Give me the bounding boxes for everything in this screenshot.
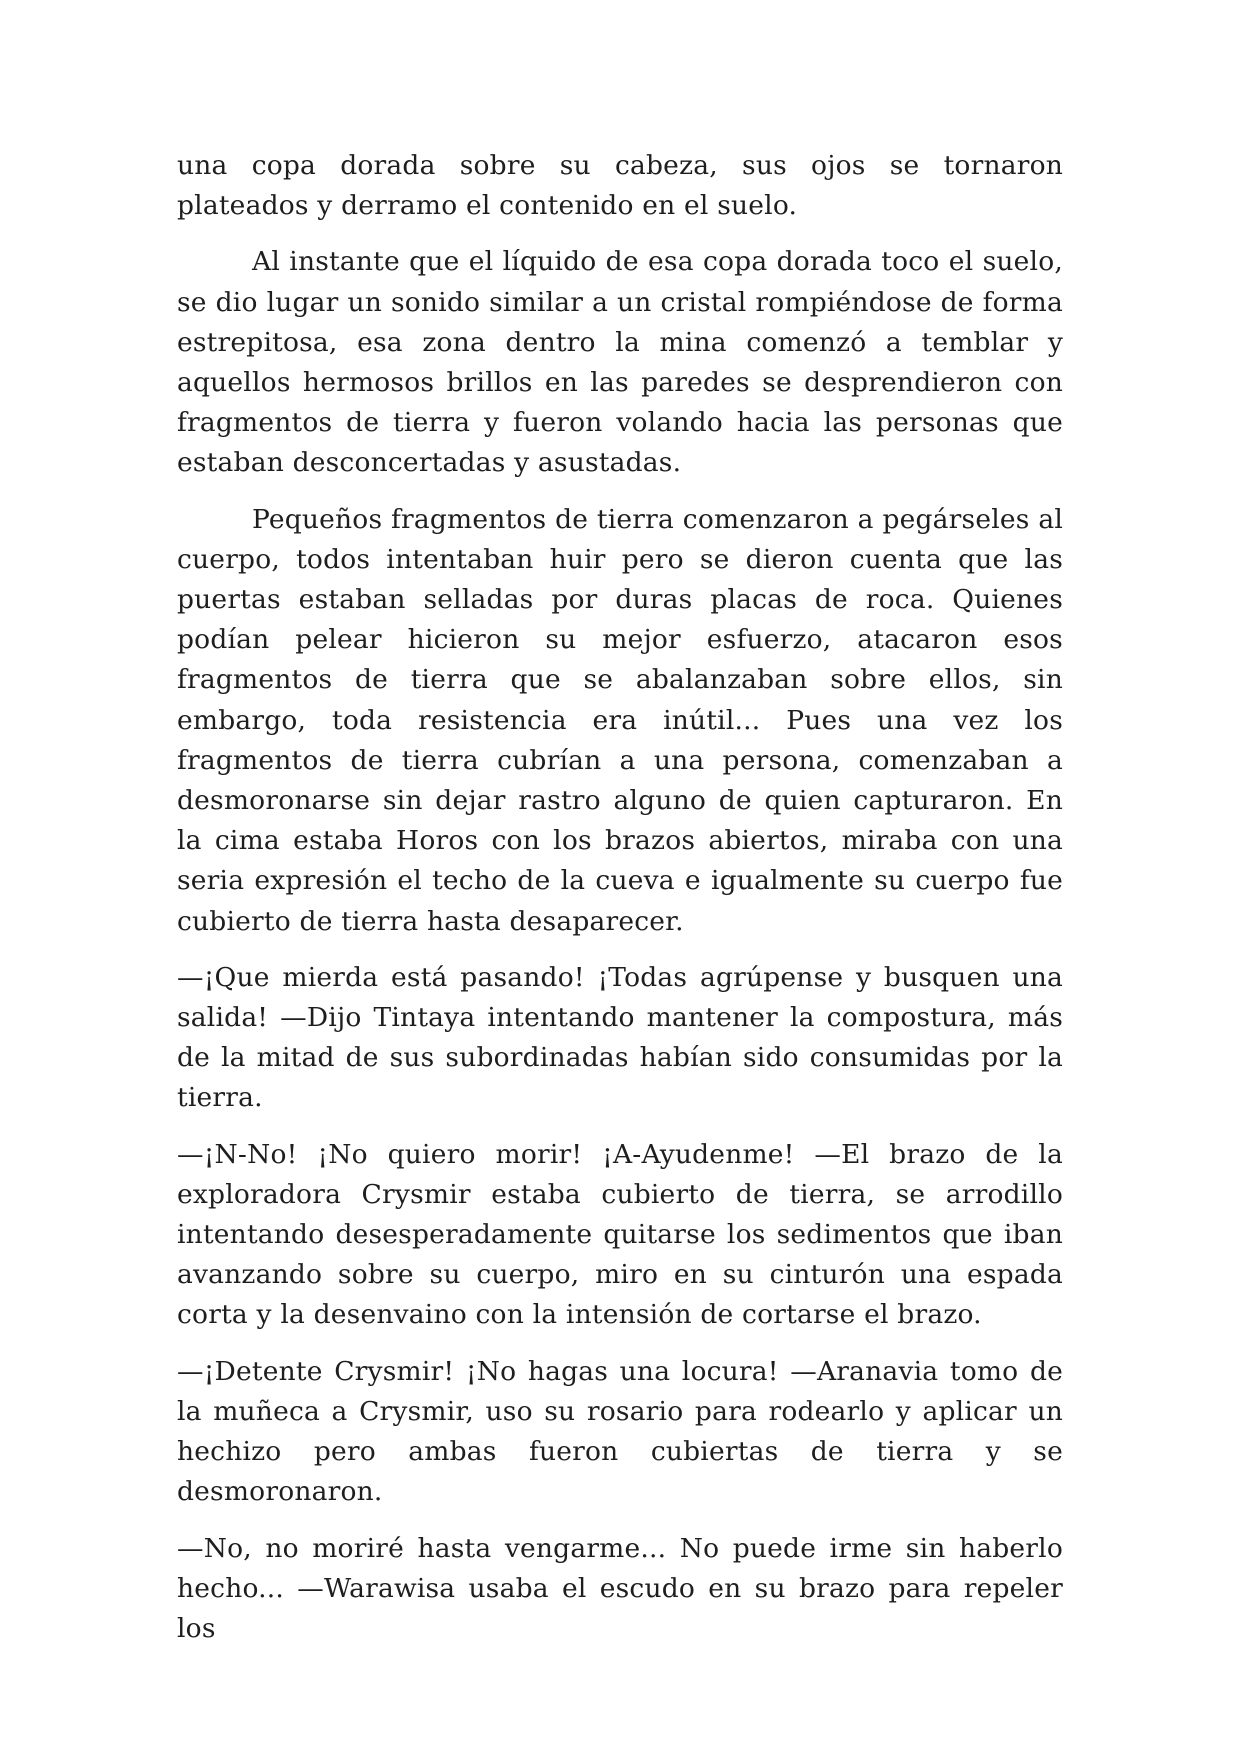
book-page [177,146,1063,1649]
paragraph-earth-fragments: Pequeños fragmentos de tierra comenzaron a pegárseles al cuerpo, todos intentaban huir pero se dieron cuenta que las puertas estaban selladas por duras placas de roca. Quienes podían pelear hicieron su mejor esfuerzo, atacaron esos fragmentos de tierra que se abalanzaban sobre ellos, sin embargo, toda resistencia era inútil... Pues una vez los fragmentos de tierra cubrían a una persona, comenzaban a desmoronarse sin dejar rastro alguno de quien capturaron. En la cima estaba Horos con los brazos abiertos, miraba con una seria expresión el techo de la cueva e igualmente su cuerpo fue cubierto de tierra hasta desaparecer. [177,503,1063,937]
paragraph-liquid-falls: Al instante que el líquido de esa copa dorada toco el suelo, se dio lugar un sonido similar a un cristal rompiéndose de forma estrepitosa, esa zona dentro la mina comenzó a temblar y aquellos hermosos brillos en las paredes se desprendieron con fragmentos de tierra y fueron volando hacia las personas que estaban desconcertadas y asustadas. [177,246,1063,479]
dialogue-aranavia: —¡Detente Crysmir! ¡No hagas una locura! —Aranavia tomo de la muñeca a Crysmir, uso su rosario para rodearlo y aplicar un hechizo pero ambas fueron cubiertas de tierra y se desmoronaron. [177,1355,1063,1508]
dialogue-tintaya: —¡Que mierda está pasando! ¡Todas agrúpense y busquen una salida! —Dijo Tintaya intentando mantener la compostura, más de la mitad de sus subordinadas habían sido consumidas por la tierra. [177,961,1063,1114]
paragraph-continuation: una copa dorada sobre su cabeza, sus ojos se tornaron plateados y derramo el contenido en el suelo. [177,150,1063,222]
dialogue-warawisa: —No, no moriré hasta vengarme... No puede irme sin haberlo hecho... —Warawisa usaba el escudo en su brazo para repeler los [177,1532,1063,1644]
dialogue-crysmir: —¡N-No! ¡No quiero morir! ¡A-Ayudenme! —El brazo de la exploradora Crysmir estaba cubierto de tierra, se arrodillo intentando desesperadamente quitarse los sedimentos que iban avanzando sobre su cuerpo, miro en su cinturón una espada corta y la desenvaino con la intensión de cortarse el brazo. [177,1138,1063,1331]
